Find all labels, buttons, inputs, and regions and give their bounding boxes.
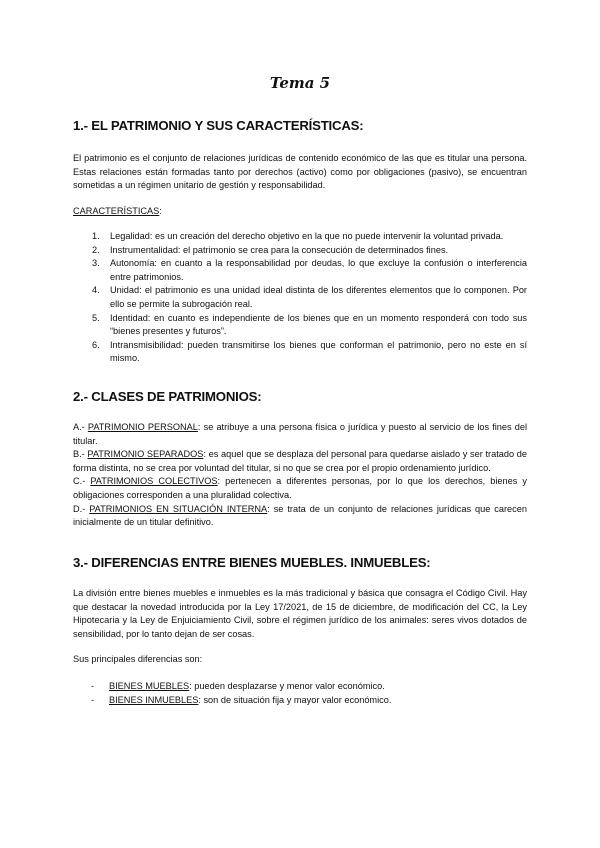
list-item-number: 3. — [92, 258, 100, 269]
characteristics-list — [73, 230, 527, 366]
section-1-intro: El patrimonio es el conjunto de relaciones jurídicas de contenido económico de las que es titular una persona. Estas relaciones están formadas tanto por derechos (activo) como por obligaciones (pasivo), se encuentran sometidas a un régimen unitario de gestión y responsabilidad. — [73, 153, 527, 191]
document-title: Tema 5 — [269, 74, 331, 92]
class-text: : se trata de un conjunto de relaciones jurídicas que carecen inicialmente de un titular definitivo. — [73, 503, 527, 528]
list-item — [73, 503, 527, 530]
list-item-text: Instrumentalidad: el patrimonio se crea para la consecución de determinados fines. — [110, 244, 449, 255]
class-term: PATRIMONIO SEPARADOS — [87, 449, 204, 460]
characteristics-label — [73, 205, 527, 219]
section-3-intro: La división entre bienes muebles e inmuebles es la más tradicional y básica que consagra el Código Civil. Hay que destacar la novedad introducida por la Ley 17/2021, de 15 de diciembre, de modificación del CC, la Ley Hipotecaria y la Ley de Enjuiciamiento Civil, sobre el régimen jurídico de los animales: seres vivos dotados de sensibilidad, por lo tanto dejan de ser cosas. — [73, 588, 527, 639]
section-1-heading: 1.- EL PATRIMONIO Y SUS CARACTERÍSTICAS: — [73, 118, 364, 133]
class-text: : es aquel que se desplaza del personal para quedarse aislado y ser tratado de forma distinta, no se crea por voluntad del titular, si no que se crea por el propio ordenamiento jurídico. — [73, 449, 527, 473]
dash-marker: - — [91, 695, 95, 705]
list-item — [73, 448, 527, 475]
list-item-number: 2. — [92, 244, 100, 255]
list-item — [73, 679, 527, 693]
list-item-text: Unidad: el patrimonio es una unidad ideal distinta de los diferentes elementos que lo componen. Por ello se permite la subrogación real. — [110, 285, 527, 309]
class-prefix: B.- — [73, 449, 88, 460]
list-item-text: Autonomía: en cuanto a la responsabilidad por deudas, lo que excluye la confusión o interferencia entre patrimonios. — [110, 258, 527, 282]
class-term: PATRIMONIO PERSONAL — [87, 422, 198, 432]
list-item — [73, 421, 527, 448]
list-item-number: 6. — [92, 339, 100, 350]
class-term: PATRIMONIOS EN SITUACIÓN INTERNA — [89, 503, 268, 514]
class-term: PATRIMONIOS COLECTIVOS — [90, 476, 218, 487]
list-item — [73, 230, 527, 244]
list-item-text: Intransmisibilidad: pueden transmitirse los bienes que conforman el patrimonio, pero no este en sí mismo. — [110, 339, 527, 364]
section-3-lead: Sus principales diferencias son: — [73, 654, 203, 664]
characteristics-colon: : — [159, 206, 162, 216]
dash-marker: - — [91, 681, 95, 691]
class-text: : pertenecen a diferentes personas, por lo que los derechos, bienes y obligaciones corresponden a una pluralidad colectiva. — [73, 476, 527, 500]
list-item-number: 1. — [92, 231, 100, 241]
class-prefix: D.- — [73, 503, 90, 514]
property-differences-list — [73, 679, 527, 707]
list-item — [73, 244, 527, 258]
list-item — [73, 339, 527, 366]
property-term: BIENES INMUEBLES — [109, 695, 199, 705]
class-prefix: A.- — [73, 422, 88, 432]
list-item-number: 4. — [92, 285, 100, 296]
list-item-number: 5. — [92, 312, 100, 323]
list-item — [73, 475, 527, 502]
list-item — [73, 257, 527, 284]
characteristics-subheading: CARACTERÍSTICAS — [73, 206, 160, 216]
property-text: : son de situación fija y mayor valor económico. — [198, 695, 392, 705]
list-item-text: Identidad: en cuanto es independiente de los bienes que en un momento responderá con todo sus “bienes presentes y futuros”. — [110, 312, 527, 337]
class-prefix: C.- — [73, 476, 91, 487]
property-term: BIENES MUEBLES — [109, 681, 190, 691]
property-text: : pueden desplazarse y menor valor económico. — [189, 681, 385, 691]
section-3-heading: 3.- DIFERENCIAS ENTRE BIENES MUEBLES. INMUEBLES: — [73, 555, 431, 570]
patrimony-classes-list — [73, 421, 527, 530]
list-item — [73, 312, 527, 339]
list-item-text: Legalidad: es un creación del derecho objetivo en la que no puede intervenir la voluntad privada. — [110, 231, 504, 241]
section-2-heading: 2.- CLASES DE PATRIMONIOS: — [73, 389, 262, 404]
class-text: : se atribuye a una persona física o jurídica y puesto al servicio de los fines del titular. — [73, 422, 528, 446]
list-item — [73, 284, 527, 311]
list-item — [73, 693, 527, 707]
